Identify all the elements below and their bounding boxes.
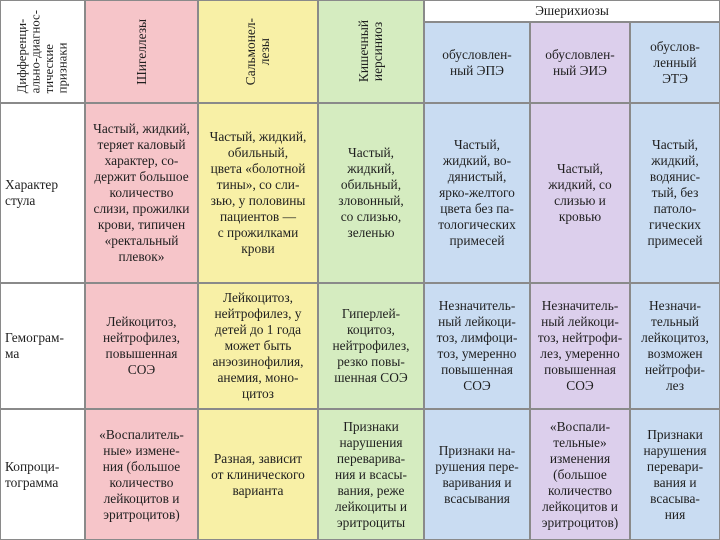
hemogram-salmonellosis: Лейкоцитоз, нейтрофилез, у детей до 1 года может быть анэозинофилия, анемия, моно- цитоз (198, 283, 318, 409)
salmonellosis-label: Сальмонел- лезы (243, 17, 272, 86)
corner-header (0, 0, 85, 103)
hemogram-eie: Незначитель- ный лейкоци- тоз, нейтрофи- лез, умеренно повышенная СОЭ (530, 283, 630, 409)
ete-label: обуслов- ленный ЭТЭ (650, 38, 700, 86)
corner-header-label: Дифференци- ально-диагнос- тические признаки (14, 9, 69, 94)
stool-shigellosis: Частый, жидкий, теряет каловый характер, со- держит большое количество слизи, прожилки крови, типичен «ректальный плевок» (85, 103, 198, 283)
shigellosis-label: Шигеллезы (133, 18, 149, 85)
coprogram-epe: Признаки на- рушения пере- варивания и всасывания (424, 409, 530, 540)
yersiniosis-label: Кишечный иерсиниоз (356, 20, 385, 83)
stool-yersiniosis: Частый, жидкий, обильный, зловонный, со слизью, зеленью (318, 103, 424, 283)
row-label-stool: Характер стула (0, 103, 85, 283)
hemogram-shigellosis: Лейкоцитоз, нейтрофилез, повышенная СОЭ (85, 283, 198, 409)
column-header-salmonellosis (198, 0, 318, 103)
column-header-ete (630, 22, 720, 103)
row-label-coprogram: Копроци- тограмма (0, 409, 85, 540)
escherichiosis-label: Эшерихиозы (535, 3, 609, 18)
row-label-hemogram: Гемограм- ма (0, 283, 85, 409)
column-header-yersiniosis (318, 0, 424, 103)
coprogram-ete: Признаки нарушения перевари- вания и всасыва- ния (630, 409, 720, 540)
eie-label: обусловлен- ный ЭИЭ (545, 46, 615, 78)
coprogram-salmonellosis: Разная, зависит от клинического варианта (198, 409, 318, 540)
column-header-shigellosis (85, 0, 198, 103)
stool-ete: Частый, жидкий, водянис- тый, без патоло- гических примесей (630, 103, 720, 283)
stool-salmonellosis: Частый, жидкий, обильный, цвета «болотной тины», со сли- зью, у половины пациентов — с прожилками крови (198, 103, 318, 283)
coprogram-shigellosis: «Воспалитель- ные» измене- ния (большое количество лейкоцитов и эритроцитов) (85, 409, 198, 540)
coprogram-eie: «Воспали- тельные» изменения (большое количество лейкоцитов и эритроцитов) (530, 409, 630, 540)
hemogram-epe: Незначитель- ный лейкоци- тоз, лимфоци- тоз, умеренно повышенная СОЭ (424, 283, 530, 409)
epe-label: обусловлен- ный ЭПЭ (442, 46, 512, 78)
stool-epe: Частый, жидкий, во- дянистый, ярко-желтого цвета без па- тологических примесей (424, 103, 530, 283)
stool-eie: Частый, жидкий, со слизью и кровью (530, 103, 630, 283)
hemogram-ete: Незначи- тельный лейкоцитоз, возможен нейтрофи- лез (630, 283, 720, 409)
column-header-escherichiosis (424, 0, 720, 22)
column-header-eie (530, 22, 630, 103)
hemogram-yersiniosis: Гиперлей- коцитоз, нейтрофилез, резко повы- шенная СОЭ (318, 283, 424, 409)
column-header-epe (424, 22, 530, 103)
coprogram-yersiniosis: Признаки нарушения переварива- ния и всасы- вания, реже лейкоциты и эритроциты (318, 409, 424, 540)
